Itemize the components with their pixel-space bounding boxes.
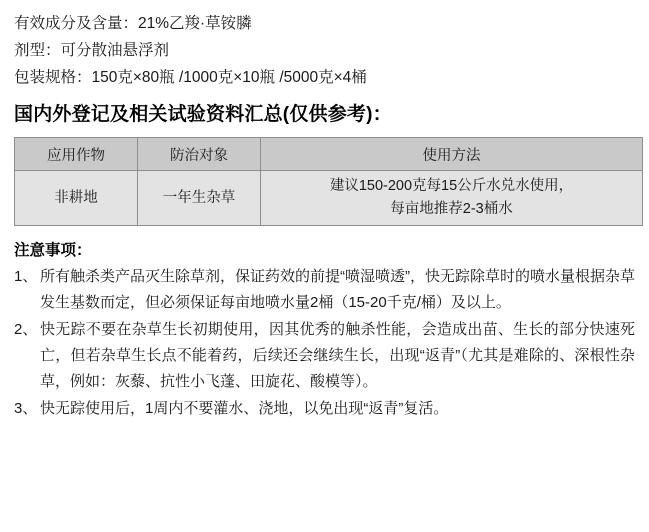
table-cell-method <box>261 171 643 226</box>
spec-line-active-ingredient: 有效成分及含量：21%乙羧·草铵膦 <box>14 15 252 32</box>
spec-line-formulation: 剂型：可分散油悬浮剂 <box>14 42 170 59</box>
table-header-target: 防治对象 <box>138 138 261 171</box>
table-cell-target: 一年生杂草 <box>138 171 261 226</box>
notes-title: 注意事项： <box>14 242 92 259</box>
note-number: 3、 <box>14 400 38 417</box>
table-cell-method-line2: 每亩地推荐2-3桶水 <box>390 201 513 217</box>
table-header-row <box>15 138 643 171</box>
notes-list <box>14 264 635 422</box>
note-item <box>14 317 635 395</box>
table-cell-method-line1: 建议150-200克每15公斤水兑水使用， <box>329 178 574 194</box>
section-title-registration: 国内外登记及相关试验资料汇总(仅供参考)： <box>14 104 392 125</box>
table-header-method: 使用方法 <box>261 138 643 171</box>
table-cell-crop: 非耕地 <box>15 171 138 226</box>
note-item <box>14 396 635 422</box>
table-row <box>15 171 643 226</box>
spec-line-packaging: 包装规格：150克×80瓶 /1000克×10瓶 /5000克×4桶 <box>14 69 367 86</box>
note-number: 1、 <box>14 268 38 285</box>
note-number: 2、 <box>14 321 38 338</box>
note-text: 快无踪不要在杂草生长初期使用，因其优秀的触杀性能，会造成出苗、生长的部分快速死亡，但若杂草生长点不能着药，后续还会继续生长，出现“返青”（尤其是难除的、深根性杂草，例如：灰藜、抗性小飞蓬、田旋花、酸模等）。 <box>40 321 635 390</box>
note-text: 快无踪使用后，1周内不要灌水、浇地，以免出现“返青”复活。 <box>40 400 449 417</box>
table-header-crop: 应用作物 <box>15 138 138 171</box>
note-text: 所有触杀类产品灭生除草剂，保证药效的前提“喷湿喷透”，快无踪除草时的喷水量根据杂草发生基数而定，但必须保证每亩地喷水量2桶（15-20千克/桶）及以上。 <box>40 268 635 311</box>
product-spec-list <box>14 10 635 91</box>
note-item <box>14 264 635 316</box>
registration-table <box>14 137 643 226</box>
